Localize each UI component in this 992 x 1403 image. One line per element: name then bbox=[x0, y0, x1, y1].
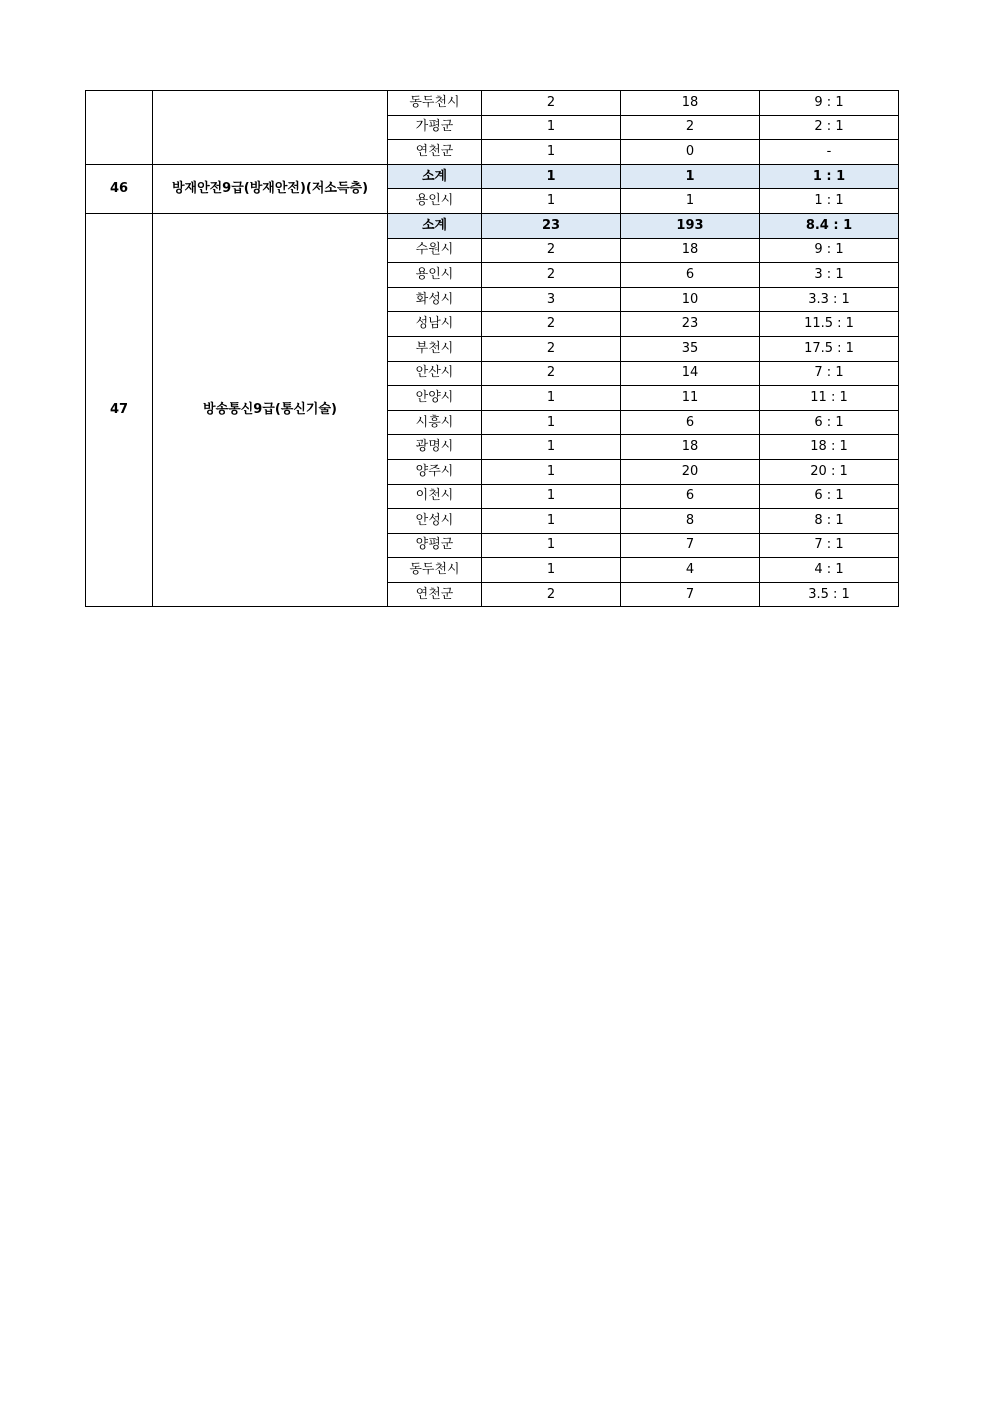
quota-cell: 2 bbox=[482, 91, 621, 116]
applicants-cell: 6 bbox=[621, 410, 760, 435]
quota-cell: 1 bbox=[482, 189, 621, 214]
quota-cell: 2 bbox=[482, 582, 621, 607]
ratio-cell: 6 : 1 bbox=[760, 410, 899, 435]
quota-cell: 2 bbox=[482, 238, 621, 263]
region-cell: 부천시 bbox=[388, 336, 482, 361]
quota-cell: 1 bbox=[482, 509, 621, 534]
region-cell: 동두천시 bbox=[388, 91, 482, 116]
applicants-cell: 2 bbox=[621, 115, 760, 140]
applicants-cell: 1 bbox=[621, 164, 760, 189]
applicants-cell: 10 bbox=[621, 287, 760, 312]
quota-cell: 1 bbox=[482, 164, 621, 189]
ratio-cell: 2 : 1 bbox=[760, 115, 899, 140]
applicants-cell: 18 bbox=[621, 238, 760, 263]
region-cell: 용인시 bbox=[388, 189, 482, 214]
ratio-cell: 9 : 1 bbox=[760, 238, 899, 263]
applicants-cell: 14 bbox=[621, 361, 760, 386]
region-cell: 연천군 bbox=[388, 140, 482, 165]
applicants-cell: 8 bbox=[621, 509, 760, 534]
subtotal-row bbox=[86, 213, 899, 238]
quota-cell: 1 bbox=[482, 533, 621, 558]
job-title-cell: 방재안전9급(방재안전)(저소득층) bbox=[153, 164, 388, 213]
recruitment-competition-table bbox=[85, 90, 899, 607]
region-cell: 용인시 bbox=[388, 263, 482, 288]
ratio-cell: 18 : 1 bbox=[760, 435, 899, 460]
ratio-cell: 17.5 : 1 bbox=[760, 336, 899, 361]
quota-cell: 1 bbox=[482, 558, 621, 583]
applicants-cell: 193 bbox=[621, 213, 760, 238]
ratio-cell: 11 : 1 bbox=[760, 386, 899, 411]
region-cell: 광명시 bbox=[388, 435, 482, 460]
quota-cell: 23 bbox=[482, 213, 621, 238]
region-cell: 양평군 bbox=[388, 533, 482, 558]
quota-cell: 1 bbox=[482, 140, 621, 165]
region-cell: 시흥시 bbox=[388, 410, 482, 435]
ratio-cell: 8.4 : 1 bbox=[760, 213, 899, 238]
subtotal-row bbox=[86, 164, 899, 189]
region-cell: 안산시 bbox=[388, 361, 482, 386]
quota-cell: 3 bbox=[482, 287, 621, 312]
quota-cell: 1 bbox=[482, 115, 621, 140]
applicants-cell: 6 bbox=[621, 263, 760, 288]
applicants-cell: 7 bbox=[621, 582, 760, 607]
quota-cell: 1 bbox=[482, 410, 621, 435]
continued-job-cell bbox=[153, 91, 388, 165]
ratio-cell: 6 : 1 bbox=[760, 484, 899, 509]
region-cell: 이천시 bbox=[388, 484, 482, 509]
applicants-cell: 6 bbox=[621, 484, 760, 509]
ratio-cell: 3.3 : 1 bbox=[760, 287, 899, 312]
region-cell: 양주시 bbox=[388, 459, 482, 484]
quota-cell: 2 bbox=[482, 263, 621, 288]
region-cell: 연천군 bbox=[388, 582, 482, 607]
ratio-cell: 3 : 1 bbox=[760, 263, 899, 288]
applicants-cell: 20 bbox=[621, 459, 760, 484]
job-title-cell: 방송통신9급(통신기술) bbox=[153, 213, 388, 607]
quota-cell: 2 bbox=[482, 361, 621, 386]
region-cell: 수원시 bbox=[388, 238, 482, 263]
region-cell: 동두천시 bbox=[388, 558, 482, 583]
applicants-cell: 7 bbox=[621, 533, 760, 558]
item-number-cell: 47 bbox=[86, 213, 153, 607]
applicants-cell: 18 bbox=[621, 435, 760, 460]
quota-cell: 1 bbox=[482, 435, 621, 460]
ratio-cell: - bbox=[760, 140, 899, 165]
quota-cell: 1 bbox=[482, 484, 621, 509]
ratio-cell: 7 : 1 bbox=[760, 361, 899, 386]
applicants-cell: 18 bbox=[621, 91, 760, 116]
ratio-cell: 11.5 : 1 bbox=[760, 312, 899, 337]
subtotal-label-cell: 소계 bbox=[388, 164, 482, 189]
table-row bbox=[86, 91, 899, 116]
quota-cell: 2 bbox=[482, 312, 621, 337]
applicants-cell: 0 bbox=[621, 140, 760, 165]
item-number-cell: 46 bbox=[86, 164, 153, 213]
applicants-cell: 35 bbox=[621, 336, 760, 361]
subtotal-label-cell: 소계 bbox=[388, 213, 482, 238]
applicants-cell: 11 bbox=[621, 386, 760, 411]
ratio-cell: 4 : 1 bbox=[760, 558, 899, 583]
ratio-cell: 1 : 1 bbox=[760, 164, 899, 189]
applicants-cell: 23 bbox=[621, 312, 760, 337]
quota-cell: 1 bbox=[482, 386, 621, 411]
quota-cell: 1 bbox=[482, 459, 621, 484]
ratio-cell: 3.5 : 1 bbox=[760, 582, 899, 607]
region-cell: 안성시 bbox=[388, 509, 482, 534]
ratio-cell: 7 : 1 bbox=[760, 533, 899, 558]
ratio-cell: 20 : 1 bbox=[760, 459, 899, 484]
region-cell: 화성시 bbox=[388, 287, 482, 312]
region-cell: 안양시 bbox=[388, 386, 482, 411]
applicants-cell: 1 bbox=[621, 189, 760, 214]
ratio-cell: 9 : 1 bbox=[760, 91, 899, 116]
ratio-cell: 1 : 1 bbox=[760, 189, 899, 214]
region-cell: 가평군 bbox=[388, 115, 482, 140]
continued-no-cell bbox=[86, 91, 153, 165]
quota-cell: 2 bbox=[482, 336, 621, 361]
applicants-cell: 4 bbox=[621, 558, 760, 583]
ratio-cell: 8 : 1 bbox=[760, 509, 899, 534]
region-cell: 성남시 bbox=[388, 312, 482, 337]
